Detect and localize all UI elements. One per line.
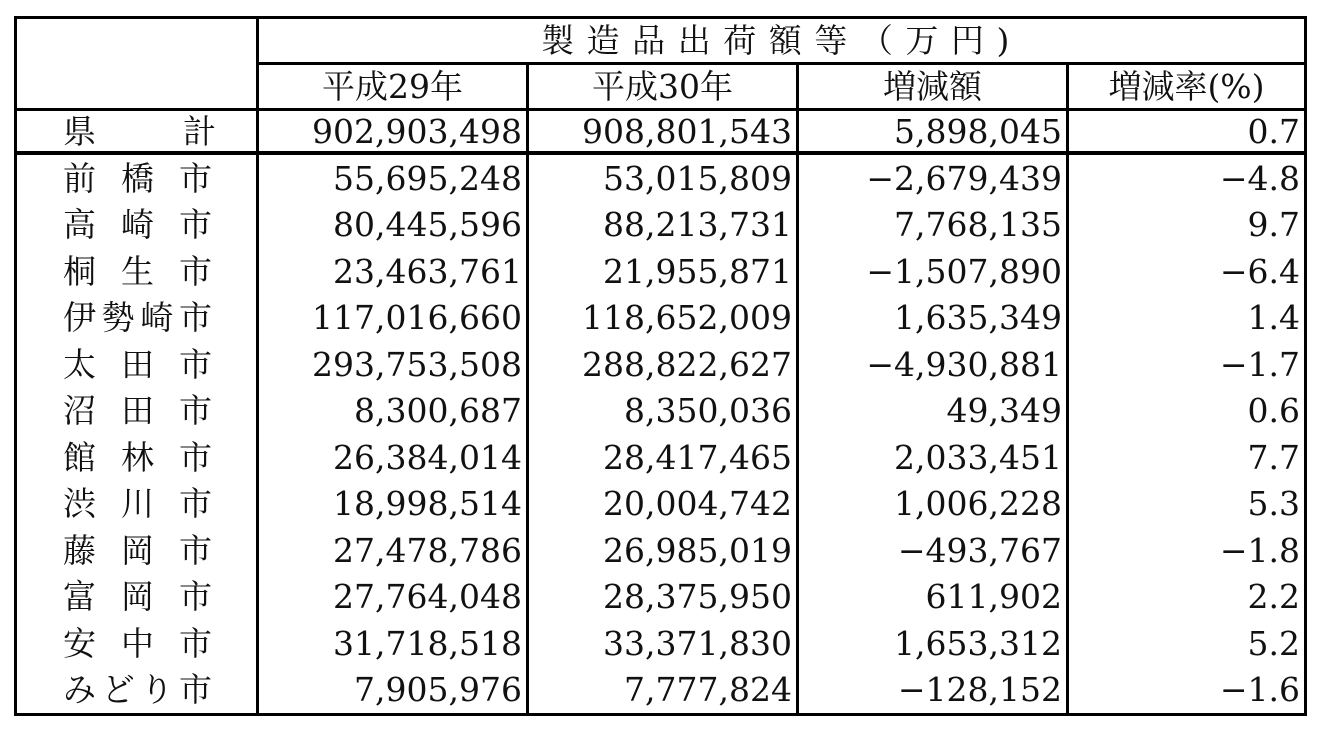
- value-h29: 31,718,518: [258, 620, 528, 667]
- value-h30: 20,004,742: [528, 481, 798, 528]
- col-header-rate: 増減率(%): [1068, 64, 1306, 110]
- value-change: −493,767: [798, 527, 1068, 574]
- table-row: [16, 341, 1306, 388]
- value-change: 1,635,349: [798, 295, 1068, 342]
- city-name: 高崎市: [16, 202, 258, 249]
- total-row: [16, 110, 1306, 154]
- value-h29: 18,998,514: [258, 481, 528, 528]
- table-row: [16, 667, 1306, 715]
- value-rate: 1.4: [1068, 295, 1306, 342]
- value-rate: 0.6: [1068, 388, 1306, 435]
- value-rate: −1.7: [1068, 341, 1306, 388]
- table-row: [16, 202, 1306, 249]
- total-h30: 908,801,543: [528, 110, 798, 154]
- value-change: −4,930,881: [798, 341, 1068, 388]
- value-change: 611,902: [798, 574, 1068, 621]
- value-h30: 288,822,627: [528, 341, 798, 388]
- value-rate: 9.7: [1068, 202, 1306, 249]
- value-change: 7,768,135: [798, 202, 1068, 249]
- value-change: 49,349: [798, 388, 1068, 435]
- value-h29: 80,445,596: [258, 202, 528, 249]
- value-h29: 26,384,014: [258, 434, 528, 481]
- value-change: −2,679,439: [798, 153, 1068, 202]
- value-rate: 5.3: [1068, 481, 1306, 528]
- value-h29: 55,695,248: [258, 153, 528, 202]
- table-row: [16, 434, 1306, 481]
- table-title: 製造品出荷額等（万円): [258, 18, 1306, 64]
- value-h29: 23,463,761: [258, 248, 528, 295]
- value-h30: 28,417,465: [528, 434, 798, 481]
- value-h30: 26,985,019: [528, 527, 798, 574]
- value-h30: 33,371,830: [528, 620, 798, 667]
- city-rows: [16, 153, 1306, 715]
- value-h30: 8,350,036: [528, 388, 798, 435]
- value-h30: 7,777,824: [528, 667, 798, 715]
- value-h30: 88,213,731: [528, 202, 798, 249]
- table-row: [16, 295, 1306, 342]
- city-name: 館林市: [16, 434, 258, 481]
- city-name: 渋川市: [16, 481, 258, 528]
- value-h29: 27,478,786: [258, 527, 528, 574]
- value-h30: 21,955,871: [528, 248, 798, 295]
- header-row-1: [16, 18, 1306, 64]
- value-rate: 5.2: [1068, 620, 1306, 667]
- value-h29: 27,764,048: [258, 574, 528, 621]
- corner-cell: [16, 18, 258, 110]
- value-change: −1,507,890: [798, 248, 1068, 295]
- city-name: 桐生市: [16, 248, 258, 295]
- table-row: [16, 620, 1306, 667]
- city-name: 太田市: [16, 341, 258, 388]
- value-change: 1,653,312: [798, 620, 1068, 667]
- value-h29: 293,753,508: [258, 341, 528, 388]
- table-row: [16, 153, 1306, 202]
- city-name: 安中市: [16, 620, 258, 667]
- city-name: 前橋市: [16, 153, 258, 202]
- shipment-table: [14, 16, 1307, 716]
- value-change: −128,152: [798, 667, 1068, 715]
- value-change: 2,033,451: [798, 434, 1068, 481]
- table-row: [16, 481, 1306, 528]
- value-rate: 7.7: [1068, 434, 1306, 481]
- total-change: 5,898,045: [798, 110, 1068, 154]
- col-header-h30: 平成30年: [528, 64, 798, 110]
- value-h30: 118,652,009: [528, 295, 798, 342]
- total-rate: 0.7: [1068, 110, 1306, 154]
- value-h29: 117,016,660: [258, 295, 528, 342]
- city-name: 伊勢崎市: [16, 295, 258, 342]
- city-name: 富岡市: [16, 574, 258, 621]
- table-row: [16, 388, 1306, 435]
- value-rate: −1.6: [1068, 667, 1306, 715]
- value-rate: −4.8: [1068, 153, 1306, 202]
- value-rate: −1.8: [1068, 527, 1306, 574]
- value-change: 1,006,228: [798, 481, 1068, 528]
- city-name: みどり市: [16, 667, 258, 715]
- value-h30: 28,375,950: [528, 574, 798, 621]
- city-name: 沼田市: [16, 388, 258, 435]
- table-row: [16, 574, 1306, 621]
- value-h29: 8,300,687: [258, 388, 528, 435]
- value-h29: 7,905,976: [258, 667, 528, 715]
- value-rate: −6.4: [1068, 248, 1306, 295]
- city-name: 藤岡市: [16, 527, 258, 574]
- value-h30: 53,015,809: [528, 153, 798, 202]
- total-label: 県計: [16, 110, 258, 154]
- col-header-h29: 平成29年: [258, 64, 528, 110]
- col-header-change: 増減額: [798, 64, 1068, 110]
- table-row: [16, 527, 1306, 574]
- value-rate: 2.2: [1068, 574, 1306, 621]
- table-row: [16, 248, 1306, 295]
- total-h29: 902,903,498: [258, 110, 528, 154]
